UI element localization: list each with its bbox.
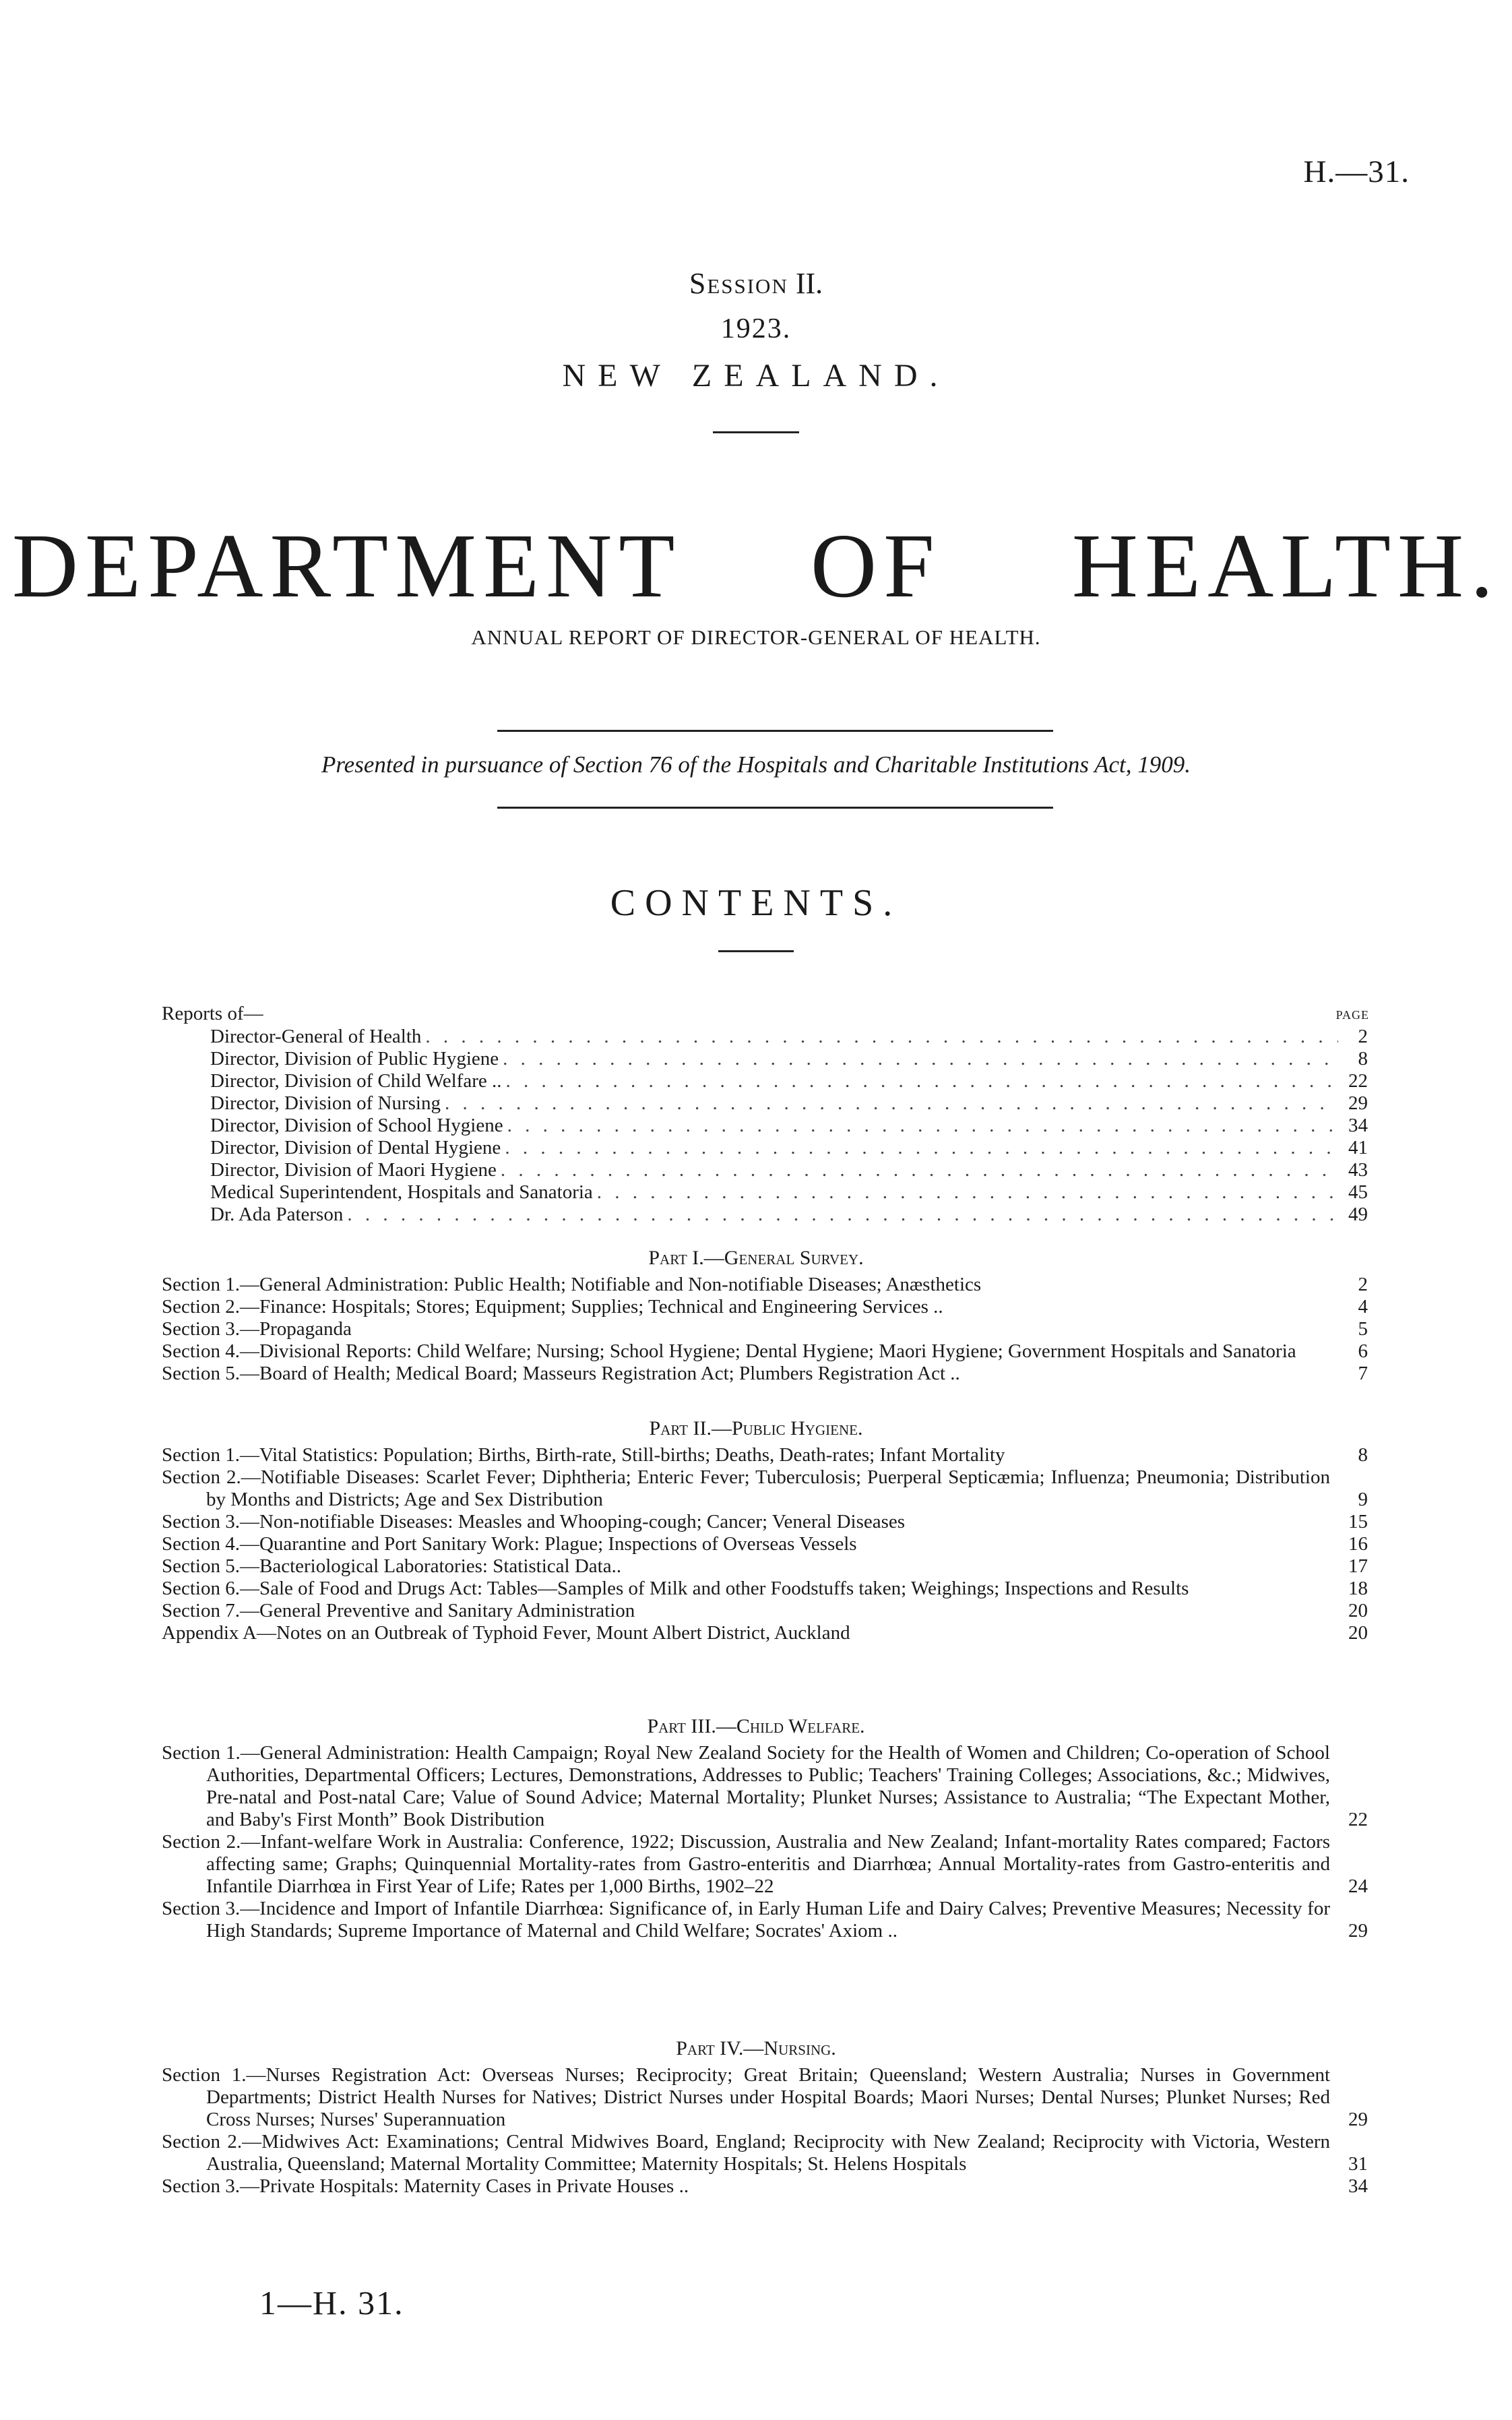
page-number: 49 (1348, 1204, 1368, 1225)
part-heading: Part I.—General Survey. (648, 1247, 864, 1269)
part-heading: Part II.—Public Hygiene. (649, 1417, 863, 1439)
list-item (162, 1511, 1368, 1533)
dot-leader (441, 1092, 1338, 1115)
entry-text: Section 3.—Non-notifiable Diseases: Measles and Whooping-cough; Cancer; Veneral Diseases (162, 1511, 906, 1532)
entry-text: Section 1.—Nurses Registration Act: Overseas Nurses; Reciprocity; Great Britain; Queensland; Western Australia; Nurses in Government Departments; District Health Nurses for Natives; District Nurses under Hospital Boards; Maori Nurses; Dental Nurses; Plunket Nurses; Red Cross Nurses; Nurses' Superannuation (162, 2064, 1330, 2130)
session-word: Session (689, 267, 788, 300)
list-item (162, 1742, 1368, 1831)
list-item (210, 1026, 1368, 1048)
page-number: 41 (1348, 1137, 1368, 1158)
entry-text: Director, Division of Child Welfare .. (210, 1070, 502, 1092)
session-line (0, 266, 1512, 301)
part-heading: Part IV.—Nursing. (676, 2037, 836, 2059)
list-item (162, 1600, 1368, 1622)
page-footer: 1—H. 31. (259, 2284, 404, 2322)
list-item (162, 2064, 1368, 2131)
page-number: 6 (1358, 1340, 1368, 1362)
list-item (210, 1204, 1368, 1226)
divider (713, 431, 799, 433)
page-title: DEPARTMENT OF HEALTH. (11, 516, 1501, 617)
entry-text: Dr. Ada Paterson (210, 1204, 344, 1225)
dot-leader (501, 1137, 1338, 1159)
page-number: 2 (1358, 1274, 1368, 1295)
entry-text: Section 2.—Finance: Hospitals; Stores; Equipment; Supplies; Technical and Engineering Services .. (162, 1296, 943, 1317)
entry-text: Director-General of Health (210, 1026, 422, 1047)
list-item (162, 1555, 1368, 1578)
page-number: 9 (1358, 1489, 1368, 1510)
list-item (210, 1181, 1368, 1204)
dot-leader (501, 1070, 1338, 1092)
entry-text: Director, Division of Maori Hygiene (210, 1159, 497, 1181)
entry-text: Section 3.—Propaganda (162, 1318, 352, 1340)
reports-list (210, 1026, 1368, 1226)
part-section-list (162, 1274, 1368, 1385)
page-number: 16 (1348, 1533, 1368, 1555)
list-item (162, 1444, 1368, 1466)
entry-text: Section 3.—Private Hospitals: Maternity Cases in Private Houses .. (162, 2175, 689, 2197)
page-number: 8 (1358, 1048, 1368, 1069)
page-number: 24 (1348, 1875, 1368, 1897)
page-subtitle: ANNUAL REPORT OF DIRECTOR-GENERAL OF HEALTH. (471, 625, 1041, 649)
entry-text: Section 5.—Board of Health; Medical Board; Masseurs Registration Act; Plumbers Registration Act .. (162, 1363, 960, 1384)
list-item (162, 1318, 1368, 1340)
entry-text: Section 2.—Infant-welfare Work in Australia: Conference, 1922; Discussion, Australia and New Zealand; Infant-mortality Rates compared; Factors affecting same; Graphs; Quinquennial Mortality-rates from Gastro-enteritis and Diarrhœa; Annual Mortality-rates from Gastro-enteritis and Infantile Diarrhœa in First Year of Life; Rates per 1,000 Births, 1902–22 (162, 1831, 1330, 1897)
divider (497, 807, 1053, 809)
list-item (162, 1466, 1368, 1511)
dot-leader (593, 1181, 1338, 1204)
entry-text: Section 2.—Notifiable Diseases: Scarlet Fever; Diphtheria; Enteric Fever; Tuberculosis; Puerperal Septicæmia; Influenza; Pneumonia; Distribution by Months and Districts; Age and Sex Distribution (162, 1466, 1330, 1510)
page-number: 22 (1348, 1809, 1368, 1830)
entry-text: Section 1.—Vital Statistics: Population; Births, Birth-rate, Still-births; Deaths, Death-rates; Infant Mortality (162, 1444, 1005, 1466)
dot-leader (497, 1159, 1338, 1181)
page-number: 2 (1358, 1026, 1368, 1047)
entry-text: Section 4.—Quarantine and Port Sanitary Work: Plague; Inspections of Overseas Vessels (162, 1533, 857, 1555)
entry-text: Director, Division of School Hygiene (210, 1115, 503, 1136)
page-number: 31 (1348, 2153, 1368, 2175)
list-item (210, 1115, 1368, 1137)
page-number: 8 (1358, 1444, 1368, 1466)
list-item (162, 2175, 1368, 2198)
list-item (162, 1898, 1368, 1942)
paper-reference: H.—31. (1303, 154, 1410, 189)
entry-text: Section 2.—Midwives Act: Examinations; Central Midwives Board, England; Reciprocity with New Zealand; Reciprocity with Victoria, Western Australia, Queensland; Maternal Mortality Committee; Maternity Hospitals; St. Helens Hospitals (162, 2131, 1330, 2175)
page-number: 22 (1348, 1070, 1368, 1092)
page-number: 7 (1358, 1363, 1368, 1384)
entry-text: Section 1.—General Administration: Public Health; Notifiable and Non-notifiable Diseases; Anæsthetics (162, 1274, 982, 1295)
dot-leader (421, 1026, 1338, 1048)
page-number: 29 (1348, 2109, 1368, 2130)
entry-text: Director, Division of Nursing (210, 1092, 441, 1114)
entry-text: Section 3.—Incidence and Import of Infantile Diarrhœa: Significance of, in Early Human Life and Dairy Calves; Preventive Measures; Necessity for High Standards; Supreme Importance of Maternal and Child Welfare; Socrates' Axiom .. (162, 1898, 1330, 1942)
contents-heading: CONTENTS. (610, 882, 902, 924)
list-item (210, 1159, 1368, 1181)
list-item (162, 1831, 1368, 1898)
list-item (210, 1048, 1368, 1070)
page-number: 34 (1348, 2175, 1368, 2197)
list-item (162, 1578, 1368, 1600)
list-item (162, 1296, 1368, 1318)
entry-text: Section 7.—General Preventive and Sanitary Administration (162, 1600, 635, 1621)
session-number: II. (795, 267, 823, 300)
presented-note: Presented in pursuance of Section 76 of the Hospitals and Charitable Institutions Act, 1909. (321, 751, 1191, 778)
page-number: 29 (1348, 1920, 1368, 1942)
page-number: 45 (1348, 1181, 1368, 1203)
part-section-list (162, 1742, 1368, 1942)
entry-text: Appendix A—Notes on an Outbreak of Typhoid Fever, Mount Albert District, Auckland (162, 1622, 850, 1644)
page-column-label: PAGE (1335, 1008, 1369, 1022)
part-section-list (162, 2064, 1368, 2198)
list-item (162, 1622, 1368, 1644)
page-number: 20 (1348, 1600, 1368, 1621)
entry-text: Section 5.—Bacteriological Laboratories: Statistical Data.. (162, 1555, 622, 1577)
page-number: 15 (1348, 1511, 1368, 1532)
list-item (162, 2131, 1368, 2175)
list-item (162, 1340, 1368, 1363)
divider (718, 950, 794, 952)
divider (497, 730, 1053, 732)
entry-text: Medical Superintendent, Hospitals and Sanatoria (210, 1181, 593, 1203)
page-number: 5 (1358, 1318, 1368, 1340)
entry-text: Director, Division of Dental Hygiene (210, 1137, 501, 1158)
entry-text: Section 1.—General Administration: Health Campaign; Royal New Zealand Society for the Health of Women and Children; Co-operation of School Authorities, Departmental Officers; Lectures, Demonstrations, Addresses to Public; Teachers' Training Colleges; Associations, &c.; Midwives, Pre-natal and Post-natal Care; Value of Sound Advice; Maternal Mortality; Plunket Nurses; Assistance to Australia; “The Expectant Mother, and Baby's First Month” Book Distribution (162, 1742, 1330, 1830)
list-item (210, 1137, 1368, 1159)
page-number: 34 (1348, 1115, 1368, 1136)
list-item (210, 1070, 1368, 1092)
reports-heading: Reports of— (162, 1003, 263, 1024)
dot-leader (343, 1204, 1338, 1226)
list-item (162, 1533, 1368, 1555)
dot-leader (499, 1048, 1338, 1070)
page-number: 43 (1348, 1159, 1368, 1181)
entry-text: Director, Division of Public Hygiene (210, 1048, 499, 1069)
year: 1923. (720, 313, 792, 344)
entry-text: Section 4.—Divisional Reports: Child Welfare; Nursing; School Hygiene; Dental Hygiene; Maori Hygiene; Government Hospitals and Sanatoria (162, 1340, 1296, 1362)
page-number: 20 (1348, 1622, 1368, 1644)
page-number: 17 (1348, 1555, 1368, 1577)
part-section-list (162, 1444, 1368, 1644)
dot-leader (503, 1115, 1338, 1137)
list-item (210, 1092, 1368, 1115)
country: NEW ZEALAND. (562, 358, 950, 394)
page-number: 4 (1358, 1296, 1368, 1317)
page-number: 18 (1348, 1578, 1368, 1599)
part-heading: Part III.—Child Welfare. (647, 1715, 865, 1737)
page-number: 29 (1348, 1092, 1368, 1114)
entry-text: Section 6.—Sale of Food and Drugs Act: Tables—Samples of Milk and other Foodstuffs taken; Weighings; Inspections and Results (162, 1578, 1189, 1599)
list-item (162, 1363, 1368, 1385)
list-item (162, 1274, 1368, 1296)
